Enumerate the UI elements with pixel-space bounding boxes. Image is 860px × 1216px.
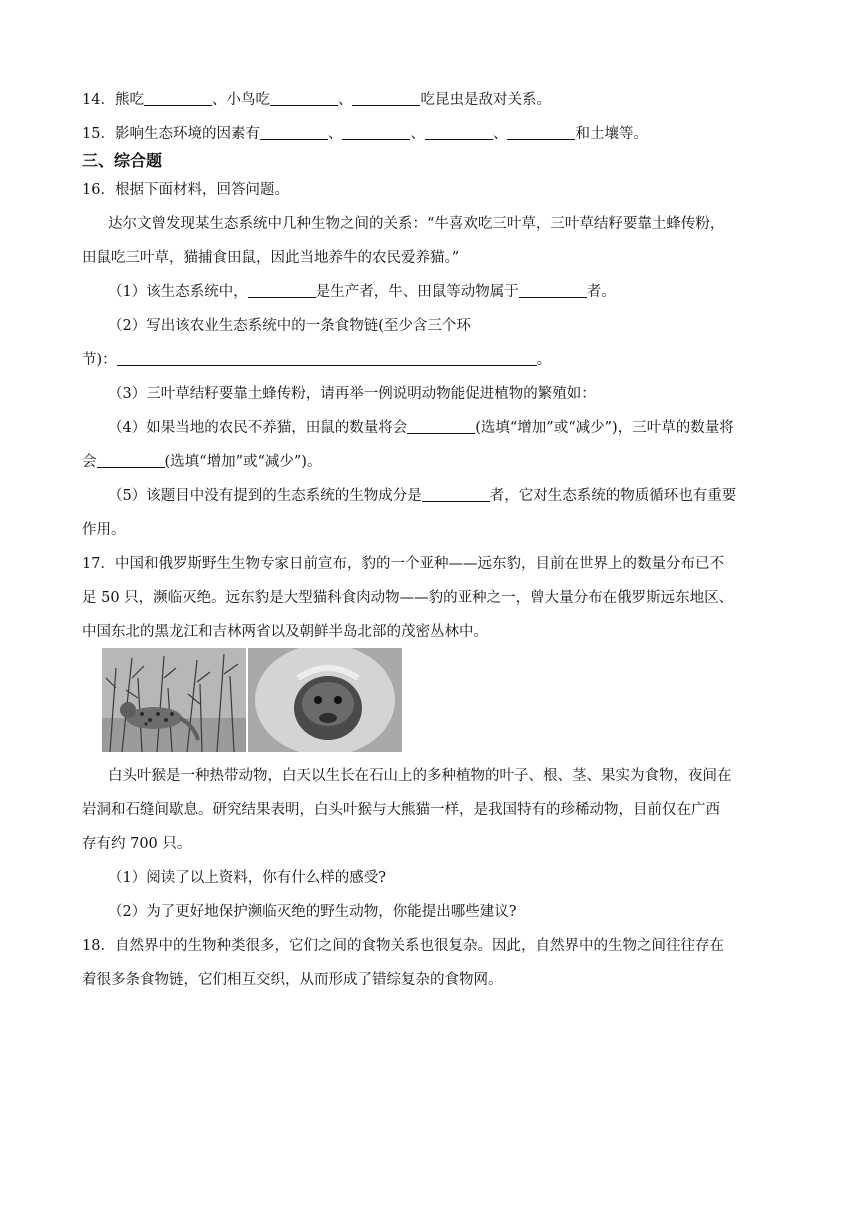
sub-question-3: （3）三叶草结籽要靠土蜂传粉，请再举一例说明动物能促进植物的繁殖如： — [108, 386, 596, 402]
question-15: 15．影响生态环境的因素有 、 、 、 和土壤等。 — [82, 126, 648, 142]
sub-question-2: （2）写出该农业生态系统中的一条食物链(至少含三个环 — [108, 318, 471, 334]
question-17-line: 足 50 只，濒临灭绝。远东豹是大型猫科食肉动物——豹的亚种之一，曾大量分布在俄罗斯远东地区、 — [82, 590, 734, 606]
question-17-paragraph: 岩洞和石缝间歇息。研究结果表明，白头叶猴与大熊猫一样，是我国特有的珍稀动物，目前仅在广西 — [82, 802, 720, 818]
material-line: 田鼠吃三叶草，猫捕食田鼠，因此当地养牛的农民爱养猫。” — [82, 250, 460, 266]
sub-question-2: （2）为了更好地保护濒临灭绝的野生动物，你能提出哪些建议? — [108, 904, 517, 920]
answer-blank[interactable] — [97, 453, 165, 468]
answer-blank-long[interactable] — [117, 351, 537, 366]
answer-blank[interactable] — [507, 125, 575, 140]
answer-blank[interactable] — [260, 125, 328, 140]
answer-blank[interactable] — [352, 91, 420, 106]
answer-blank[interactable] — [422, 487, 490, 502]
question-17-line: 17．中国和俄罗斯野生生物专家日前宣布，豹的一个亚种——远东豹，目前在世界上的数量分布已不 — [82, 556, 724, 572]
answer-blank[interactable] — [519, 283, 587, 298]
sub-question-5-cont: 作用。 — [82, 522, 126, 538]
langur-photo — [248, 648, 402, 752]
question-17-paragraph: 存有约 700 只。 — [82, 836, 192, 852]
question-18-line: 着很多条食物链，它们相互交织，从而形成了错综复杂的食物网。 — [82, 972, 503, 988]
answer-blank[interactable] — [342, 125, 410, 140]
answer-blank[interactable] — [248, 283, 316, 298]
sub-question-4: （4）如果当地的农民不养猫，田鼠的数量将会 (选填“增加”或“减少”)，三叶草的数量将 — [108, 420, 734, 436]
sub-question-2-cont: 节)： 。 — [82, 352, 552, 368]
sub-question-5: （5）该题目中没有提到的生态系统的生物成分是 者，它对生态系统的物质循环也有重要 — [108, 488, 737, 504]
answer-blank[interactable] — [144, 91, 212, 106]
sub-question-4-cont: 会 (选填“增加”或“减少”)。 — [82, 454, 322, 470]
material-line: 达尔文曾发现某生态系统中几种生物之间的关系：“牛喜欢吃三叶草，三叶草结籽要靠土蜂传粉， — [108, 216, 725, 232]
question-16-stem: 16．根据下面材料，回答问题。 — [82, 182, 289, 198]
section-heading: 三、综合题 — [82, 151, 163, 170]
leopard-photo — [102, 648, 246, 752]
question-18-line: 18．自然界中的生物种类很多，它们之间的食物关系也很复杂。因此，自然界中的生物之间往往存在 — [82, 938, 724, 954]
sub-question-1: （1）该生态系统中， 是生产者，牛、田鼠等动物属于 者。 — [108, 284, 616, 300]
question-17-paragraph: 白头叶猴是一种热带动物，白天以生长在石山上的多种植物的叶子、根、茎、果实为食物，夜间在 — [108, 768, 732, 784]
answer-blank[interactable] — [407, 419, 475, 434]
question-17-line: 中国东北的黑龙江和吉林两省以及朝鲜半岛北部的茂密丛林中。 — [82, 624, 488, 640]
answer-blank[interactable] — [425, 125, 493, 140]
answer-blank[interactable] — [270, 91, 338, 106]
sub-question-1: （1）阅读了以上资料，你有什么样的感受? — [108, 870, 386, 886]
question-14: 14．熊吃 、小鸟吃 、 吃昆虫是敌对关系。 — [82, 92, 551, 108]
